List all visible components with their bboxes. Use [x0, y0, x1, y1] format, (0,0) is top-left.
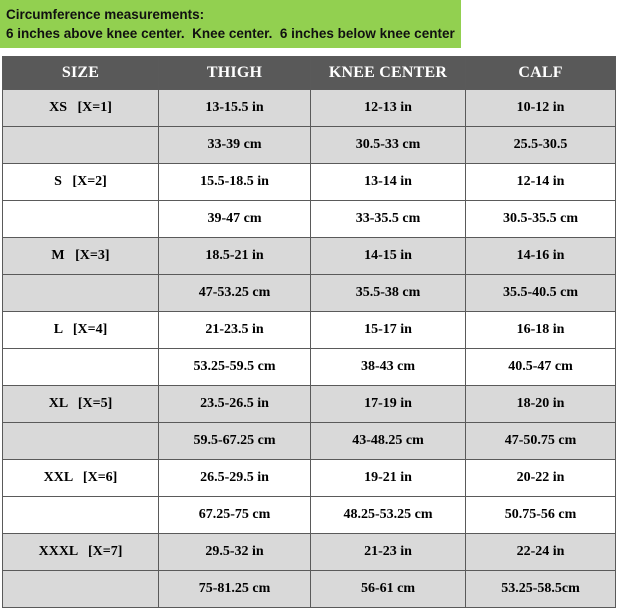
- knee-cell: 15-17 in: [311, 312, 466, 349]
- thigh-cell: 67.25-75 cm: [159, 497, 311, 534]
- knee-cell: 17-19 in: [311, 386, 466, 423]
- calf-cell: 22-24 in: [466, 534, 616, 571]
- thigh-cell: 18.5-21 in: [159, 238, 311, 275]
- table-row: [3, 423, 616, 460]
- header-thigh: THIGH: [159, 57, 311, 90]
- knee-cell: 30.5-33 cm: [311, 127, 466, 164]
- knee-cell: 38-43 cm: [311, 349, 466, 386]
- size-cell: XXXL [X=7]: [3, 534, 159, 571]
- size-cell: [3, 349, 159, 386]
- thigh-cell: 39-47 cm: [159, 201, 311, 238]
- header-size: SIZE: [3, 57, 159, 90]
- knee-cell: 48.25-53.25 cm: [311, 497, 466, 534]
- table-row: [3, 312, 616, 349]
- table-row: [3, 571, 616, 608]
- thigh-cell: 23.5-26.5 in: [159, 386, 311, 423]
- size-cell: M [X=3]: [3, 238, 159, 275]
- thigh-cell: 29.5-32 in: [159, 534, 311, 571]
- calf-cell: 14-16 in: [466, 238, 616, 275]
- table-row: [3, 164, 616, 201]
- knee-cell: 35.5-38 cm: [311, 275, 466, 312]
- size-cell: L [X=4]: [3, 312, 159, 349]
- banner-subtitle: 6 inches above knee center. Knee center. 6 inches below knee center: [6, 26, 455, 41]
- calf-cell: 50.75-56 cm: [466, 497, 616, 534]
- header-knee-center: KNEE CENTER: [311, 57, 466, 90]
- knee-cell: 12-13 in: [311, 90, 466, 127]
- knee-cell: 14-15 in: [311, 238, 466, 275]
- knee-cell: 19-21 in: [311, 460, 466, 497]
- thigh-cell: 59.5-67.25 cm: [159, 423, 311, 460]
- knee-cell: 21-23 in: [311, 534, 466, 571]
- table-row: [3, 238, 616, 275]
- calf-cell: 47-50.75 cm: [466, 423, 616, 460]
- size-chart-table: [2, 56, 616, 608]
- size-cell: S [X=2]: [3, 164, 159, 201]
- size-cell: [3, 423, 159, 460]
- size-cell: [3, 275, 159, 312]
- measurement-note-banner: [0, 0, 461, 48]
- size-cell: XS [X=1]: [3, 90, 159, 127]
- thigh-cell: 15.5-18.5 in: [159, 164, 311, 201]
- calf-cell: 18-20 in: [466, 386, 616, 423]
- thigh-cell: 47-53.25 cm: [159, 275, 311, 312]
- table-row: [3, 90, 616, 127]
- calf-cell: 16-18 in: [466, 312, 616, 349]
- size-cell: [3, 571, 159, 608]
- knee-cell: 13-14 in: [311, 164, 466, 201]
- banner-title: Circumference measurements:: [6, 7, 205, 22]
- thigh-cell: 21-23.5 in: [159, 312, 311, 349]
- calf-cell: 10-12 in: [466, 90, 616, 127]
- header-row: [3, 57, 616, 90]
- size-cell: XXL [X=6]: [3, 460, 159, 497]
- size-cell: [3, 127, 159, 164]
- table-row: [3, 386, 616, 423]
- calf-cell: 20-22 in: [466, 460, 616, 497]
- table-row: [3, 201, 616, 238]
- knee-cell: 33-35.5 cm: [311, 201, 466, 238]
- calf-cell: 40.5-47 cm: [466, 349, 616, 386]
- table-row: [3, 460, 616, 497]
- thigh-cell: 75-81.25 cm: [159, 571, 311, 608]
- thigh-cell: 53.25-59.5 cm: [159, 349, 311, 386]
- table-row: [3, 534, 616, 571]
- calf-cell: 12-14 in: [466, 164, 616, 201]
- thigh-cell: 26.5-29.5 in: [159, 460, 311, 497]
- table-row: [3, 127, 616, 164]
- calf-cell: 53.25-58.5cm: [466, 571, 616, 608]
- knee-cell: 43-48.25 cm: [311, 423, 466, 460]
- size-cell: [3, 497, 159, 534]
- thigh-cell: 33-39 cm: [159, 127, 311, 164]
- table-row: [3, 349, 616, 386]
- table-row: [3, 275, 616, 312]
- size-cell: [3, 201, 159, 238]
- calf-cell: 35.5-40.5 cm: [466, 275, 616, 312]
- calf-cell: 25.5-30.5: [466, 127, 616, 164]
- knee-cell: 56-61 cm: [311, 571, 466, 608]
- calf-cell: 30.5-35.5 cm: [466, 201, 616, 238]
- header-calf: CALF: [466, 57, 616, 90]
- size-cell: XL [X=5]: [3, 386, 159, 423]
- table-row: [3, 497, 616, 534]
- thigh-cell: 13-15.5 in: [159, 90, 311, 127]
